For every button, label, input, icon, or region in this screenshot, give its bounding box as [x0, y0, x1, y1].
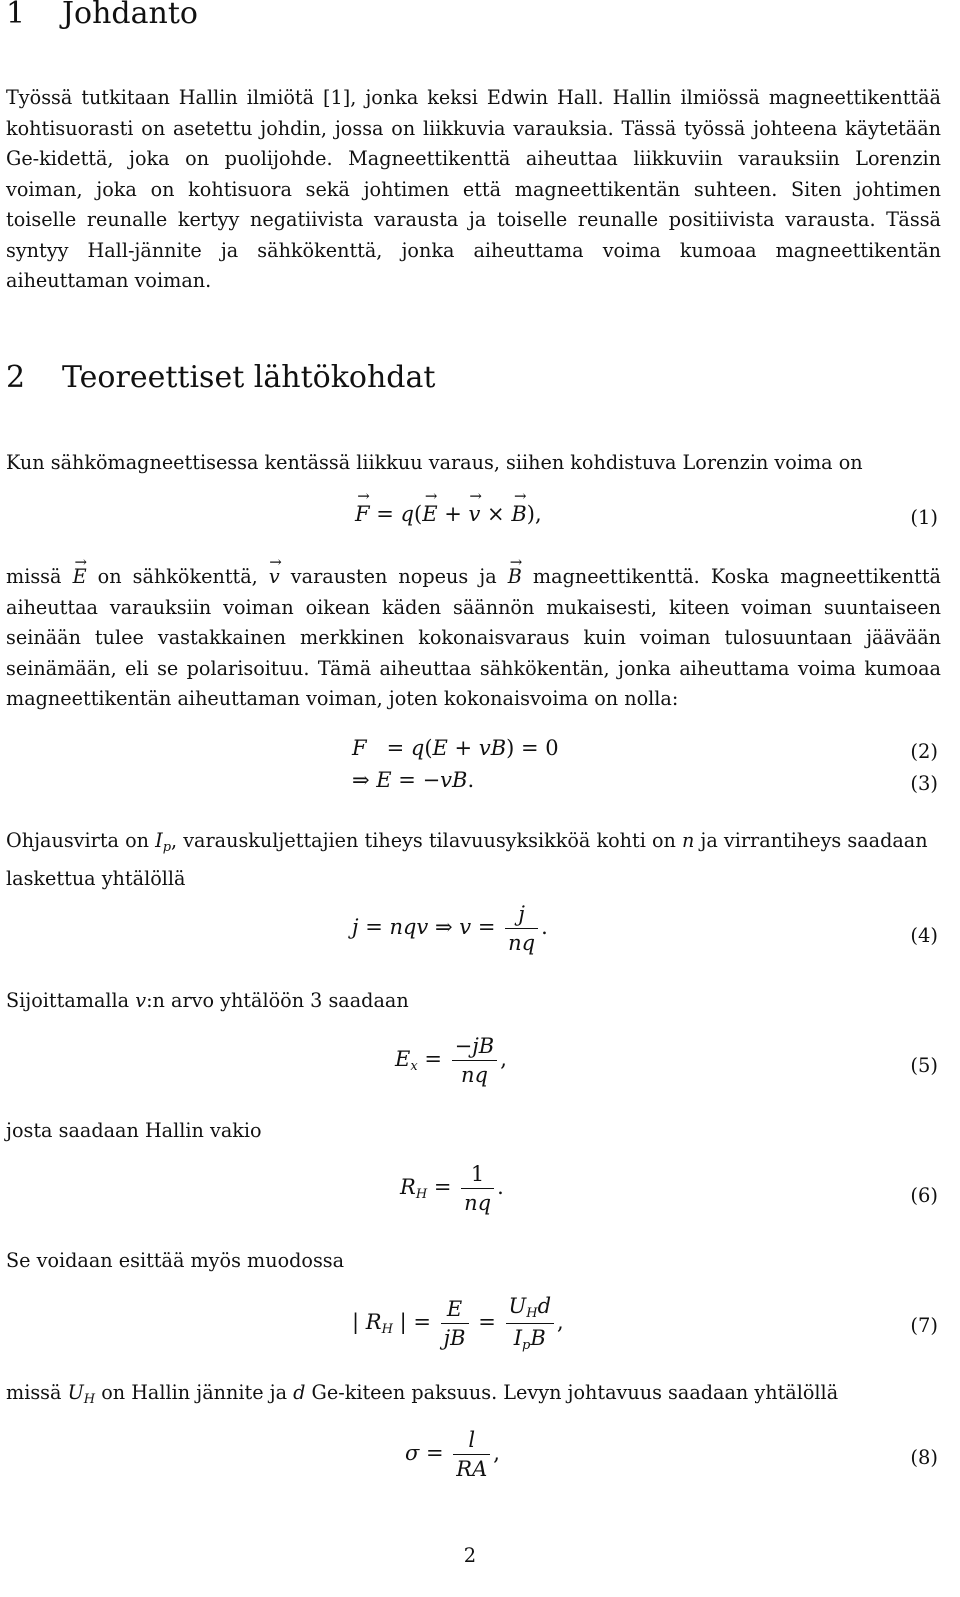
equation-number: (1): [910, 506, 938, 529]
equation-number: (5): [910, 1054, 938, 1077]
equation-number: (6): [910, 1184, 938, 1207]
section-number: 1: [6, 0, 26, 31]
equation-2: F = q(E + vB) = 0: [352, 736, 559, 760]
hall-voltage-paragraph: missä $U_H$ on Hallin jännite ja d Ge-kiteen paksuus. Levyn johtavuus saadaan yhtälöllä: [6, 1381, 839, 1407]
section-2-heading: [6, 360, 435, 395]
section-title: Johdanto: [62, 0, 198, 31]
equation-number: (8): [910, 1446, 938, 1469]
equation-1: → F = q(→ E + → v × → B),: [355, 502, 542, 526]
hall-constant-text: josta saadaan Hallin vakio: [6, 1119, 262, 1142]
intro-paragraph: Työssä tutkitaan Hallin ilmiötä [1], jonka keksi Edwin Hall. Hallin ilmiössä magneettikenttää kohtisuorasti on asetettu johdin, jossa on liikkuvia varauksia. Tässä työssä johteena käytetään Ge-kidettä, joka on puolijohde. Magneettikenttä aiheuttaa liikkuviin varauksiin Lorenzin voiman, joka on kohtisuora sekä johtimen että magneettikentän suhteen. Siten johtimen toiselle reunalle kertyy negatiivista varausta ja toiselle reunalle positiivista varausta. Tässä syntyy Hall-jännite ja sähkökenttä, jonka aiheuttama voima kumoaa magneettikentän aiheuttaman voiman.: [6, 86, 941, 292]
substitution-text: Sijoittamalla v:n arvo yhtälöön 3 saadaan: [6, 989, 409, 1012]
equation-6: $R_H$ = $\frac{1}{nq}$ .: [400, 1162, 504, 1215]
section-1-heading: [6, 0, 198, 31]
equation-8: σ = $\frac{l}{RA}$ ,: [405, 1428, 500, 1481]
page-number: 2: [463, 1544, 477, 1567]
equation-4: j = nqv ⇒ v = $\frac{j}{nq}$ .: [352, 902, 548, 955]
section-title: Teoreettiset lähtökohdat: [62, 360, 436, 395]
section-number: 2: [6, 360, 26, 395]
equation-5: $E_x$ = $\frac{-jB}{nq}$ ,: [395, 1034, 507, 1087]
equation-number: (3): [910, 772, 938, 795]
alternative-form-text: Se voidaan esittää myös muodossa: [6, 1249, 345, 1272]
current-density-paragraph: Ohjausvirta on $I_p$, varauskuljettajien tiheys tilavuusyksikköä kohti on n ja virrantiheys saadaan laskettua yhtälöllä: [6, 829, 928, 890]
theory-intro-paragraph: Kun sähkömagneettisessa kentässä liikkuu varaus, siihen kohdistuva Lorenzin voima on: [6, 451, 863, 474]
equation-number: (7): [910, 1314, 938, 1337]
lorentz-explanation-paragraph: missä → E on sähkökenttä, → v varausten nopeus ja → B magneettikenttä. Koska magneettikenttä aiheuttaa varauksiin voiman oikean käden säännön mukaisesti, kiteen voiman suuntaiseen seinään tulee vastakkainen merkkinen kokonaisvaraus kuin voiman tulosuuntaan jäävään seinämään, eli se polarisoituu. Tämä aiheuttaa sähkökentän, jonka aiheuttama voima kumoaa magneettikentän aiheuttaman voiman, joten kokonaisvoima on nolla:: [6, 562, 941, 715]
equation-7: | $R_H$ | = $\frac{E}{jB}$ = $\frac{U_Hd}{I_pB}$ ,: [352, 1294, 564, 1353]
equation-number: (4): [910, 924, 938, 947]
equation-number: (2): [910, 740, 938, 763]
equation-3: ⇒ E = −vB.: [352, 768, 475, 792]
